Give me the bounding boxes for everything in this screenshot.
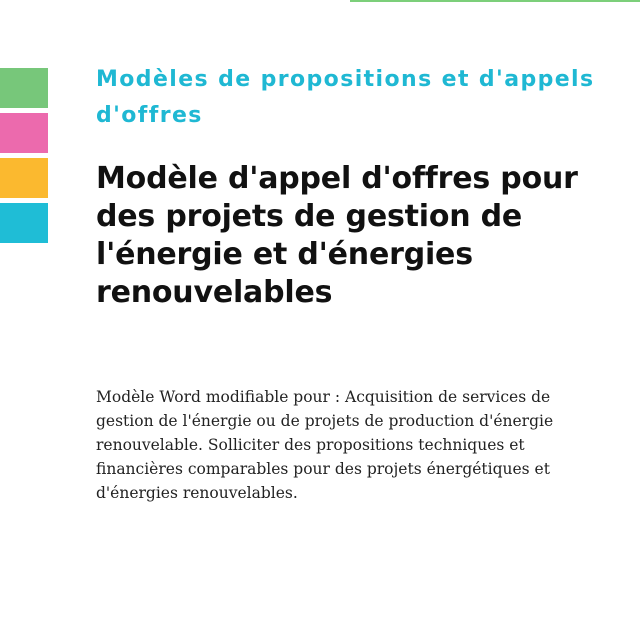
color-block-pink <box>0 113 48 153</box>
description-text: Modèle Word modifiable pour : Acquisition de services de gestion de l'énergie ou de projets de production d'énergie renouvelable. Solliciter des propositions techniques et financières comparables pour des projets énergétiques et d'énergies renouvelables. <box>96 388 554 502</box>
color-block-cyan <box>0 203 48 243</box>
color-block-yellow <box>0 158 48 198</box>
color-block-green <box>0 68 48 108</box>
category-label: Modèles de propositions et d'appels d'offres <box>96 67 595 128</box>
page-title: Modèle d'appel d'offres pour des projets de gestion de l'énergie et d'énergies renouvelables <box>96 161 578 310</box>
top-accent-line <box>350 0 640 2</box>
